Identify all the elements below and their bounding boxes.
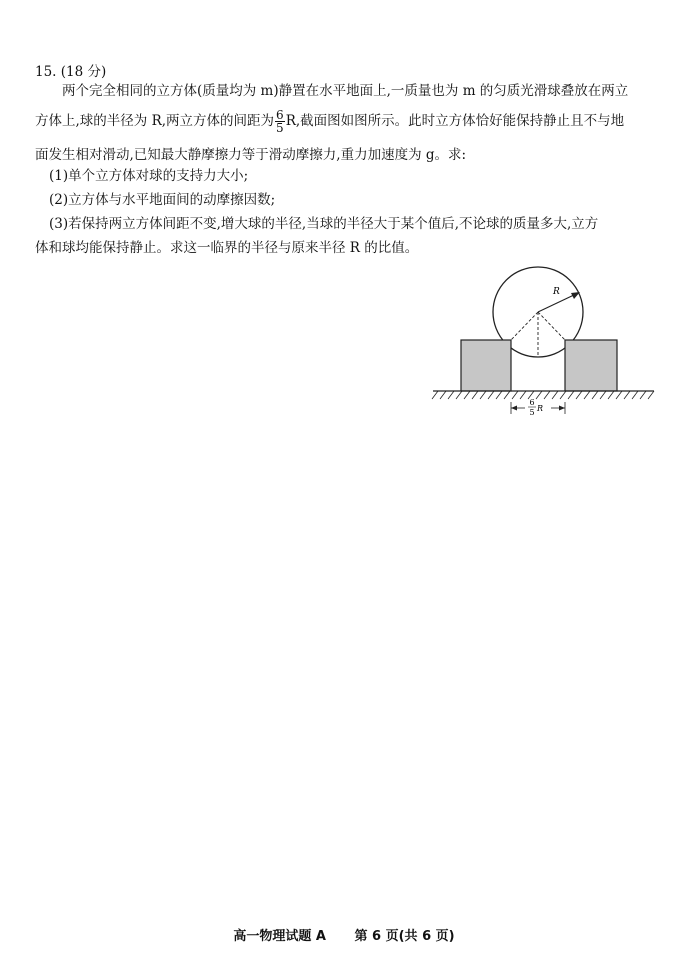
sub-question-2: (2)立方体与水平地面间的动摩擦因数;	[49, 192, 276, 208]
gap-arrow-left	[511, 406, 517, 411]
gap-fraction-numerator: 6	[276, 108, 284, 122]
question-number: 15. (18 分)	[35, 64, 107, 80]
ground-hatching	[432, 391, 654, 399]
sub-question-3-line-1: (3)若保持两立方体间距不变,增大球的半径,当球的半径大于某个值后,不论球的质量多大,立方	[49, 216, 599, 232]
page-footer	[0, 925, 688, 944]
right-cube	[565, 340, 617, 391]
question-line-1: 两个完全相同的立方体(质量均为 m)静置在水平地面上,一质量也为 m 的匀质光滑球叠放在两立	[62, 83, 629, 99]
gap-fraction	[275, 109, 285, 134]
footer-subject: 高一物理试题 A	[233, 929, 326, 944]
question-line-2-pre: 方体上,球的半径为 R,两立方体的间距为	[35, 113, 275, 129]
dashed-line-right	[538, 312, 565, 340]
gap-arrow-right	[559, 406, 565, 411]
radius-label: R	[553, 287, 560, 297]
question-line-2-post: R,截面图如图所示。此时立方体恰好能保持静止且不与地	[285, 113, 625, 129]
sub-question-1: (1)单个立方体对球的支持力大小;	[49, 168, 249, 184]
radius-arrowhead	[571, 292, 580, 299]
question-line-3: 面发生相对滑动,已知最大静摩擦力等于滑动摩擦力,重力加速度为 g。求:	[35, 147, 467, 163]
question-line-2	[35, 108, 655, 134]
gap-label-variable: R	[536, 404, 544, 413]
sub-question-3-line-2: 体和球均能保持静止。求这一临界的半径与原来半径 R 的比值。	[35, 240, 419, 256]
gap-fraction-denominator: 5	[276, 121, 284, 135]
cross-section-figure	[430, 262, 658, 430]
left-cube	[461, 340, 511, 391]
dashed-line-left	[511, 312, 538, 340]
gap-label-denominator: 5	[529, 408, 535, 417]
footer-page-number: 第 6 页(共 6 页)	[354, 929, 455, 944]
gap-label-numerator: 6	[529, 398, 535, 407]
